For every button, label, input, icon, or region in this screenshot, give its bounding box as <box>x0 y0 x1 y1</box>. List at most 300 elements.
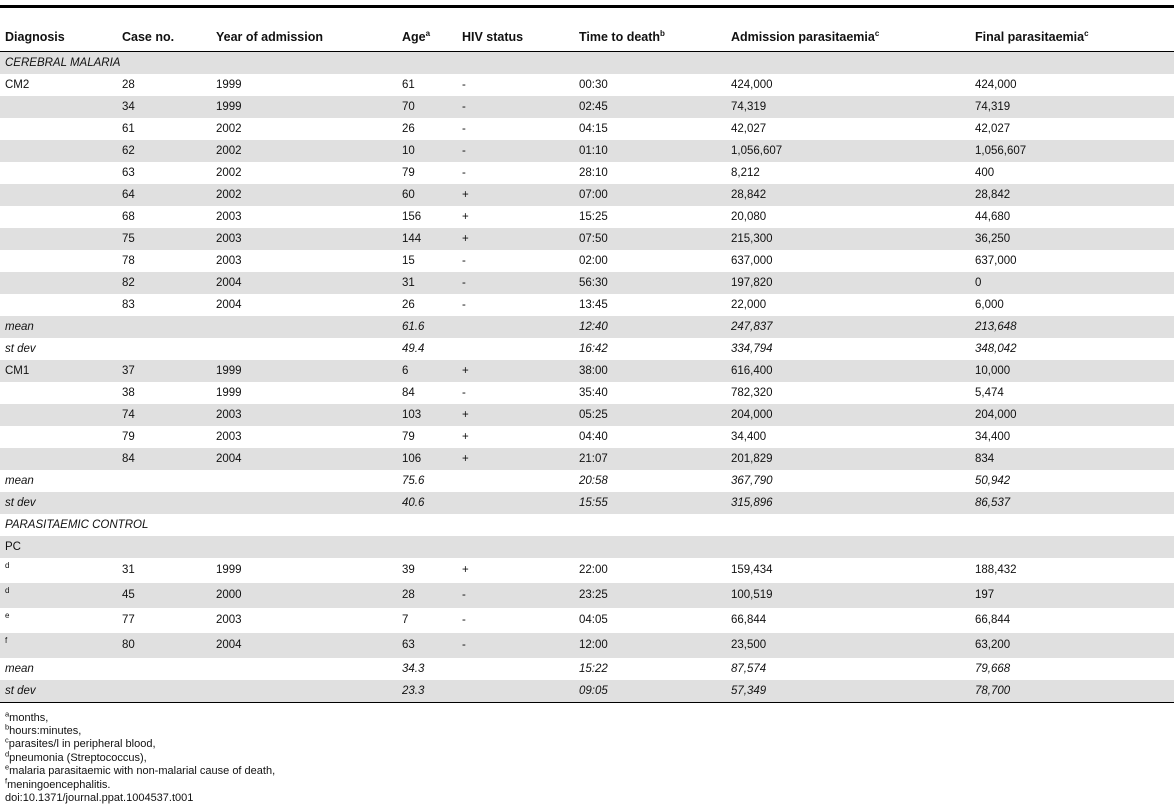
footnote-marker: a <box>5 708 10 718</box>
table-cell: 26 <box>402 122 415 135</box>
table-cell <box>457 514 574 536</box>
table-cell <box>574 514 726 536</box>
table-cell: 204,000 <box>970 404 1174 426</box>
column-header <box>0 23 117 51</box>
footnote-marker: d <box>5 749 10 759</box>
table-cell: 400 <box>975 166 995 179</box>
table-cell: + <box>457 360 574 382</box>
column-header-label: Age <box>402 29 426 44</box>
table-cell <box>0 206 117 228</box>
table-cell: 1,056,607 <box>970 140 1174 162</box>
column-header <box>726 23 970 51</box>
table-cell <box>574 536 726 558</box>
table-cell: 6,000 <box>975 298 1004 311</box>
table-cell: 334,794 <box>731 342 773 355</box>
table-cell: CM2 <box>5 78 30 91</box>
table-cell: 40.6 <box>397 492 457 514</box>
footnote-text: parasites/l in peripheral blood, <box>8 738 156 751</box>
table-cell <box>211 658 397 680</box>
footnote <box>5 762 1174 778</box>
table-cell: 12:00 <box>574 633 726 658</box>
table-cell: - <box>462 254 466 267</box>
table-cell: 201,829 <box>726 448 970 470</box>
table-cell: 315,896 <box>726 492 970 514</box>
table-cell: - <box>457 272 574 294</box>
table-cell <box>117 680 211 703</box>
table-cell <box>0 228 117 250</box>
table-cell <box>211 680 397 703</box>
table-cell: 45 <box>117 583 211 608</box>
footnote-marker: c <box>874 28 880 38</box>
table-cell <box>0 140 117 162</box>
table-cell <box>0 404 117 426</box>
column-header-label: Diagnosis <box>5 29 65 44</box>
table-cell: - <box>462 386 466 399</box>
table-cell: 79 <box>402 166 415 179</box>
summary-row <box>0 680 1174 703</box>
footnote-text: meningoencephalitis. <box>7 778 111 791</box>
footnote-marker: b <box>5 722 10 732</box>
table-row <box>0 558 1174 583</box>
table-cell <box>0 382 117 404</box>
footnotes <box>0 708 1174 792</box>
table-cell: 74,319 <box>726 96 970 118</box>
table-cell: 34,400 <box>731 430 767 443</box>
table-cell: 28 <box>397 583 457 608</box>
table-row <box>0 96 1174 118</box>
table-cell: 103 <box>397 404 457 426</box>
table-cell <box>457 470 574 492</box>
table-cell <box>0 118 117 140</box>
table-cell: 44,680 <box>975 210 1011 223</box>
column-header <box>574 23 726 51</box>
table-cell: 09:05 <box>574 680 726 703</box>
table-cell <box>211 51 397 74</box>
table-cell: e <box>5 610 10 620</box>
footnote <box>5 722 1174 738</box>
summary-row <box>0 492 1174 514</box>
table-cell: 1999 <box>211 360 397 382</box>
table-cell: 15:22 <box>579 662 608 675</box>
table-cell: 10,000 <box>970 360 1174 382</box>
table-row <box>0 608 1174 633</box>
table-cell: 26 <box>402 298 415 311</box>
table-cell: 247,837 <box>726 316 970 338</box>
table-cell: 68 <box>122 210 135 223</box>
table-cell: 13:45 <box>579 298 608 311</box>
column-header-label: Year of admission <box>216 29 323 44</box>
table-cell: 12:40 <box>574 316 726 338</box>
table-cell: 77 <box>122 614 135 626</box>
table-cell: 34,400 <box>975 430 1011 443</box>
table-cell: 78 <box>122 254 135 267</box>
table-cell: 79,668 <box>975 662 1011 675</box>
table-cell: 159,434 <box>731 564 773 576</box>
table-cell: 7 <box>402 614 409 626</box>
table-cell <box>457 680 574 703</box>
table-row <box>0 162 1174 184</box>
table-cell: 63 <box>397 633 457 658</box>
table-cell: 80 <box>117 633 211 658</box>
table-cell: 31 <box>397 272 457 294</box>
table-cell: 84 <box>402 386 415 399</box>
table-cell: - <box>457 633 574 658</box>
footnote-marker: b <box>660 28 665 38</box>
table-cell: 2003 <box>216 614 242 626</box>
column-header-label: Final parasitaemia <box>975 29 1085 44</box>
table-cell: 36,250 <box>970 228 1174 250</box>
table-cell: 2000 <box>211 583 397 608</box>
summary-row <box>0 338 1174 360</box>
column-header-label: HIV status <box>462 29 524 44</box>
table-cell: 100,519 <box>726 583 970 608</box>
table-cell: st dev <box>0 492 117 514</box>
table-cell: 2003 <box>216 430 242 443</box>
table-cell: 74,319 <box>970 96 1174 118</box>
table-cell: 2002 <box>211 140 397 162</box>
table-cell <box>457 316 574 338</box>
table-cell: 2002 <box>216 166 242 179</box>
table-cell: 637,000 <box>975 254 1017 267</box>
table-cell: 106 <box>397 448 457 470</box>
table-cell <box>457 338 574 360</box>
table-cell <box>211 536 397 558</box>
doi-text: doi:10.1371/journal.ppat.1004537.t001 <box>5 791 194 804</box>
table-cell: 1999 <box>216 78 242 91</box>
table-cell: - <box>457 140 574 162</box>
table-cell: 23.3 <box>397 680 457 703</box>
table-cell: mean <box>0 316 117 338</box>
table-cell: 2004 <box>211 272 397 294</box>
column-header <box>211 23 397 51</box>
table-row <box>0 250 1174 272</box>
table-cell <box>0 250 117 272</box>
table-cell <box>211 514 397 536</box>
table-cell <box>0 448 117 470</box>
table-cell: 188,432 <box>975 564 1017 576</box>
table-cell: mean <box>5 662 34 675</box>
column-header-label: Case no. <box>122 29 175 44</box>
table-cell: 23,500 <box>726 633 970 658</box>
table-cell <box>0 96 117 118</box>
summary-row <box>0 658 1174 680</box>
table-cell: 20:58 <box>579 474 608 487</box>
summary-row <box>0 470 1174 492</box>
table-row <box>0 448 1174 470</box>
table-cell: 01:10 <box>574 140 726 162</box>
table-cell <box>117 658 211 680</box>
table-cell: - <box>457 96 574 118</box>
table-cell: 61 <box>402 78 415 91</box>
table-cell: 57,349 <box>726 680 970 703</box>
table-cell <box>970 514 1174 536</box>
footnote <box>5 749 1174 765</box>
table-cell: 70 <box>397 96 457 118</box>
table-row <box>0 404 1174 426</box>
table-cell: CEREBRAL MALARIA <box>0 51 117 74</box>
table-cell: 782,320 <box>731 386 773 399</box>
table-cell: 213,648 <box>970 316 1174 338</box>
table-cell: 15:25 <box>579 210 608 223</box>
table-cell: 61 <box>122 122 135 135</box>
table-cell: 20,080 <box>731 210 767 223</box>
table-cell: 84 <box>117 448 211 470</box>
table-cell: 66,844 <box>731 614 767 626</box>
table-cell <box>726 514 970 536</box>
table-cell: 637,000 <box>731 254 773 267</box>
table-cell: 424,000 <box>975 78 1017 91</box>
table-cell: + <box>457 448 574 470</box>
table-cell <box>0 426 117 448</box>
table-cell: 2004 <box>211 448 397 470</box>
table-cell <box>0 272 117 294</box>
column-header <box>117 23 211 51</box>
table-cell: 02:00 <box>579 254 608 267</box>
table-body <box>0 51 1174 702</box>
table-cell <box>0 294 117 316</box>
column-header-label: Time to death <box>579 29 661 44</box>
table-cell: 215,300 <box>726 228 970 250</box>
table-cell <box>397 536 457 558</box>
table-cell: 74 <box>117 404 211 426</box>
table-cell: 87,574 <box>731 662 767 675</box>
table-cell: 34 <box>117 96 211 118</box>
table-row <box>0 536 1174 558</box>
table-cell: 56:30 <box>574 272 726 294</box>
table-cell: PC <box>0 536 117 558</box>
column-header <box>397 23 457 51</box>
table-cell <box>726 51 970 74</box>
doi-line <box>0 792 1174 805</box>
data-table <box>0 23 1174 703</box>
table-cell: 424,000 <box>731 78 773 91</box>
table-cell <box>211 492 397 514</box>
table-cell: 86,537 <box>970 492 1174 514</box>
table-cell: - <box>462 78 466 91</box>
footnote <box>5 735 1174 751</box>
table-cell: 2003 <box>216 210 242 223</box>
table-cell: 39 <box>402 564 415 576</box>
table-cell: 28 <box>122 78 135 91</box>
table-row <box>0 228 1174 250</box>
table-cell: 63,200 <box>970 633 1174 658</box>
table-cell: 04:40 <box>579 430 608 443</box>
table-cell: 2003 <box>211 404 397 426</box>
table-cell: 5,474 <box>975 386 1004 399</box>
table-cell: 2002 <box>211 184 397 206</box>
table-cell <box>117 338 211 360</box>
table-cell <box>117 536 211 558</box>
footnote-marker: c <box>5 735 9 745</box>
table-cell <box>397 51 457 74</box>
table-cell: 23:25 <box>574 583 726 608</box>
table-cell: 1,056,607 <box>726 140 970 162</box>
table-cell <box>970 51 1174 74</box>
table-cell <box>211 470 397 492</box>
table-cell <box>117 470 211 492</box>
table-cell: 00:30 <box>579 78 608 91</box>
table-cell: 02:45 <box>574 96 726 118</box>
table-cell: 07:00 <box>574 184 726 206</box>
table-cell: 204,000 <box>726 404 970 426</box>
table-cell: 04:05 <box>579 614 608 626</box>
table-row <box>0 426 1174 448</box>
table-row <box>0 118 1174 140</box>
footnote-text: malaria parasitaemic with non-malarial cause of death, <box>9 765 276 778</box>
table-cell <box>457 492 574 514</box>
table-cell: 66,844 <box>975 614 1011 626</box>
footnote <box>5 708 1174 725</box>
table-cell: 79 <box>402 430 415 443</box>
table-cell <box>211 316 397 338</box>
table-cell: 10 <box>397 140 457 162</box>
table-cell: 28:10 <box>579 166 608 179</box>
table-cell: mean <box>5 474 34 487</box>
table-cell: 156 <box>402 210 422 223</box>
table-cell: + <box>457 404 574 426</box>
table-cell: 616,400 <box>726 360 970 382</box>
footnote-text: months, <box>9 711 49 724</box>
table-cell: 38 <box>122 386 135 399</box>
table-cell: 22,000 <box>731 298 767 311</box>
table-cell: 16:42 <box>579 342 608 355</box>
table-cell <box>726 536 970 558</box>
table-cell: - <box>462 166 466 179</box>
table-cell <box>117 51 211 74</box>
table-row <box>0 294 1174 316</box>
table-cell: + <box>457 228 574 250</box>
table-cell: 21:07 <box>574 448 726 470</box>
table-row <box>0 184 1174 206</box>
table-cell: 8,212 <box>731 166 760 179</box>
section-row <box>0 514 1174 536</box>
table-cell: 15 <box>402 254 415 267</box>
table-cell: 05:25 <box>574 404 726 426</box>
table-cell: + <box>462 564 469 576</box>
summary-row <box>0 316 1174 338</box>
table-cell: 82 <box>117 272 211 294</box>
table-cell: 6 <box>397 360 457 382</box>
header-row <box>0 23 1174 51</box>
table-cell: PARASITAEMIC CONTROL <box>5 518 149 531</box>
table-cell: 61.6 <box>397 316 457 338</box>
table-cell: 1999 <box>216 564 242 576</box>
table-cell: 367,790 <box>731 474 773 487</box>
table-cell: 834 <box>970 448 1174 470</box>
table-cell: 38:00 <box>574 360 726 382</box>
table-cell: + <box>457 184 574 206</box>
table-cell: 42,027 <box>975 122 1011 135</box>
table-cell: 1999 <box>211 96 397 118</box>
table-cell: 75.6 <box>402 474 425 487</box>
table-cell: 62 <box>117 140 211 162</box>
table-cell: 2004 <box>211 633 397 658</box>
table-cell <box>117 492 211 514</box>
table-cell: 42,027 <box>731 122 767 135</box>
table-cell: + <box>462 210 469 223</box>
table-row <box>0 140 1174 162</box>
table-row <box>0 74 1174 96</box>
table-cell: 15:55 <box>574 492 726 514</box>
table-cell: 37 <box>117 360 211 382</box>
table-cell: 197 <box>970 583 1174 608</box>
table-cell: 49.4 <box>402 342 425 355</box>
table-cell: 2002 <box>216 122 242 135</box>
table-cell: 2004 <box>216 298 242 311</box>
table-cell: 83 <box>122 298 135 311</box>
table-cell: - <box>457 583 574 608</box>
table-cell: 35:40 <box>579 386 608 399</box>
table-cell: 144 <box>397 228 457 250</box>
table-cell: 197,820 <box>726 272 970 294</box>
table-cell: 0 <box>970 272 1174 294</box>
table-cell: - <box>462 298 466 311</box>
column-header <box>457 23 574 51</box>
table-row <box>0 206 1174 228</box>
footnote-text: pneumonia (Streptococcus), <box>9 751 147 764</box>
table-cell: 2003 <box>211 228 397 250</box>
table-cell: d <box>5 560 10 570</box>
table-cell: 60 <box>397 184 457 206</box>
table-row <box>0 360 1174 382</box>
footnote-text: hours:minutes, <box>9 724 82 737</box>
table-cell: 28,842 <box>970 184 1174 206</box>
table-row <box>0 382 1174 404</box>
table-cell <box>117 316 211 338</box>
table-cell: 348,042 <box>975 342 1017 355</box>
table-cell: CM1 <box>0 360 117 382</box>
table-cell: 04:15 <box>579 122 608 135</box>
table-cell: - <box>462 614 466 626</box>
footnote-marker: c <box>1084 28 1089 38</box>
footnote <box>5 775 1174 792</box>
table-row <box>0 633 1174 658</box>
column-header <box>970 23 1174 51</box>
footnote-marker: a <box>425 28 431 38</box>
table-row <box>0 272 1174 294</box>
footnote-marker: e <box>5 762 10 772</box>
section-row <box>0 51 1174 74</box>
table-cell: d <box>0 583 117 608</box>
table-cell: - <box>462 122 466 135</box>
table-cell <box>211 338 397 360</box>
table-cell <box>970 536 1174 558</box>
table-cell: 2003 <box>216 254 242 267</box>
table-cell <box>457 536 574 558</box>
table-cell: 63 <box>122 166 135 179</box>
table-cell: 78,700 <box>970 680 1174 703</box>
table-cell <box>0 162 117 184</box>
table-cell: 1999 <box>216 386 242 399</box>
table-row <box>0 583 1174 608</box>
table-cell: st dev <box>5 342 36 355</box>
table-header <box>0 23 1174 51</box>
table-cell <box>397 514 457 536</box>
table-cell: st dev <box>0 680 117 703</box>
table-cell: 64 <box>117 184 211 206</box>
table-cell: 75 <box>117 228 211 250</box>
table-cell: 31 <box>122 564 135 576</box>
footnote-marker: f <box>5 775 8 785</box>
table-cell <box>457 658 574 680</box>
table-cell: f <box>0 633 117 658</box>
table-cell <box>0 184 117 206</box>
table-cell: 28,842 <box>726 184 970 206</box>
table-cell: 50,942 <box>975 474 1011 487</box>
table-cell <box>574 51 726 74</box>
column-header-label: Admission parasitaemia <box>731 29 875 44</box>
table-cell: 22:00 <box>579 564 608 576</box>
